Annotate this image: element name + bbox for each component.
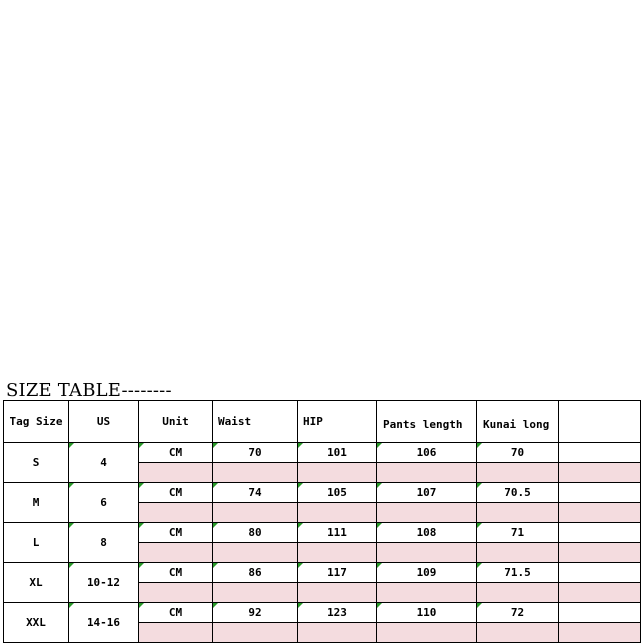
cell-pink-blank <box>559 543 641 563</box>
cell-waist: 80 <box>213 523 298 543</box>
cell-pants-length: 107 <box>377 483 477 503</box>
cell-pink-blank <box>298 463 377 483</box>
cell-pink-blank <box>477 623 559 643</box>
cell-pink-blank <box>213 543 298 563</box>
table-row <box>4 443 641 463</box>
table-row <box>4 603 641 623</box>
cell-pants-length: 106 <box>377 443 477 463</box>
cell-kunai-long: 71.5 <box>477 563 559 583</box>
cell-unit: CM <box>139 523 213 543</box>
cell-hip: 105 <box>298 483 377 503</box>
cell-waist: 86 <box>213 563 298 583</box>
cell-pink-blank <box>377 503 477 523</box>
cell-us: 6 <box>69 483 139 523</box>
cell-pink-blank <box>139 463 213 483</box>
cell-tag-size: M <box>4 483 69 523</box>
cell-pink-blank <box>377 463 477 483</box>
cell-tag-size: L <box>4 523 69 563</box>
cell-pink-blank <box>139 623 213 643</box>
cell-pink-blank <box>213 623 298 643</box>
cell-pink-blank <box>477 543 559 563</box>
table-row <box>4 563 641 583</box>
cell-pink-blank <box>477 463 559 483</box>
cell-pink-blank <box>139 583 213 603</box>
cell-pink-blank <box>477 583 559 603</box>
cell-tag-size: XL <box>4 563 69 603</box>
header-unit: Unit <box>139 401 213 443</box>
cell-unit: CM <box>139 563 213 583</box>
cell-kunai-long: 70 <box>477 443 559 463</box>
cell-pants-length: 109 <box>377 563 477 583</box>
cell-kunai-long: 71 <box>477 523 559 543</box>
cell-waist: 92 <box>213 603 298 623</box>
cell-pink-blank <box>298 583 377 603</box>
cell-pink-blank <box>559 463 641 483</box>
cell-pink-blank <box>377 583 477 603</box>
cell-pink-blank <box>559 623 641 643</box>
cell-empty <box>559 443 641 463</box>
cell-empty <box>559 523 641 543</box>
cell-us: 14-16 <box>69 603 139 643</box>
cell-kunai-long: 70.5 <box>477 483 559 503</box>
cell-tag-size: XXL <box>4 603 69 643</box>
cell-hip: 111 <box>298 523 377 543</box>
header-pants-length: Pants length <box>377 401 477 443</box>
cell-empty <box>559 563 641 583</box>
cell-unit: CM <box>139 483 213 503</box>
cell-pink-blank <box>139 543 213 563</box>
cell-waist: 70 <box>213 443 298 463</box>
cell-pink-blank <box>213 463 298 483</box>
cell-pink-blank <box>298 543 377 563</box>
header-tag-size: Tag Size <box>4 401 69 443</box>
cell-pink-blank <box>213 503 298 523</box>
cell-hip: 117 <box>298 563 377 583</box>
size-table-title: SIZE TABLE-------- <box>6 380 172 401</box>
header-kunai-long: Kunai long <box>477 401 559 443</box>
cell-empty <box>559 483 641 503</box>
cell-kunai-long: 72 <box>477 603 559 623</box>
cell-pants-length: 110 <box>377 603 477 623</box>
cell-pants-length: 108 <box>377 523 477 543</box>
cell-unit: CM <box>139 603 213 623</box>
header-us: US <box>69 401 139 443</box>
cell-hip: 123 <box>298 603 377 623</box>
header-waist: Waist <box>213 401 298 443</box>
table-row <box>4 483 641 503</box>
cell-us: 10-12 <box>69 563 139 603</box>
cell-empty <box>559 603 641 623</box>
cell-pink-blank <box>377 543 477 563</box>
cell-pink-blank <box>559 503 641 523</box>
cell-pink-blank <box>477 503 559 523</box>
header-row <box>4 401 641 443</box>
table-row <box>4 523 641 543</box>
cell-us: 4 <box>69 443 139 483</box>
cell-waist: 74 <box>213 483 298 503</box>
header-empty <box>559 401 641 443</box>
cell-hip: 101 <box>298 443 377 463</box>
header-hip: HIP <box>298 401 377 443</box>
cell-us: 8 <box>69 523 139 563</box>
cell-pink-blank <box>213 583 298 603</box>
cell-pink-blank <box>298 623 377 643</box>
cell-tag-size: S <box>4 443 69 483</box>
cell-pink-blank <box>298 503 377 523</box>
cell-pink-blank <box>559 583 641 603</box>
size-table <box>3 400 641 643</box>
cell-pink-blank <box>139 503 213 523</box>
cell-pink-blank <box>377 623 477 643</box>
cell-unit: CM <box>139 443 213 463</box>
